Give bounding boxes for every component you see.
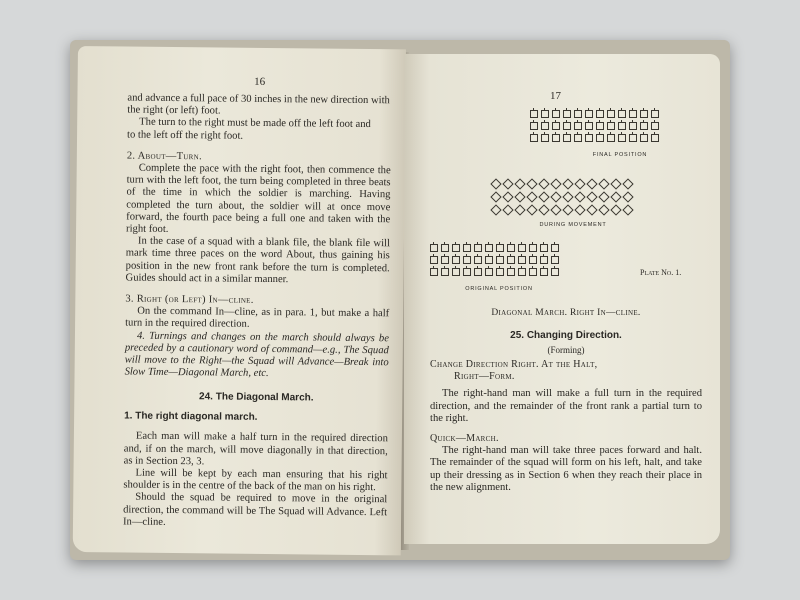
incline-paragraph: On the command In—cline, as in para. 1, but make a half turn in the required direction.	[125, 305, 390, 331]
soldier-mark	[622, 178, 633, 189]
soldier-mark	[610, 178, 621, 189]
page-number-left: 16	[254, 75, 266, 88]
plate-number: Plate No. 1.	[640, 268, 682, 277]
about-turn-paragraph: Complete the pace with the right foot, then commence the turn with the left foot, the turn being completed in three beats of the time in which the soldier is marching. Having completed the turn about, the soldier will at once move forward, the fourth pace being a full one and taken with the right foot.	[126, 162, 391, 235]
formation-diagram	[430, 108, 702, 304]
section-24-subtitle: 1. The right diagonal march.	[124, 410, 258, 424]
soldier-mark	[463, 268, 471, 276]
soldier-mark	[514, 191, 525, 202]
diagonal-paragraph-3: Should the squad be required to move in the original direction, the command will be The Squad will Advance. Left In—cline.	[122, 492, 388, 528]
soldier-mark	[562, 191, 573, 202]
soldier-mark	[550, 204, 561, 215]
soldier-mark	[540, 244, 548, 252]
blank-file-paragraph: In the case of a squad with a blank file, the blank file will mark time three paces on the word About, thus gaining his position in the new front rank before the turn is completed. Guides should act in a similar manner.	[125, 235, 391, 286]
soldier-mark	[430, 256, 438, 264]
soldier-mark	[585, 134, 593, 142]
soldier-mark	[586, 178, 597, 189]
soldier-mark	[622, 191, 633, 202]
text-line: The turn to the right must be made off the left foot and	[139, 117, 371, 131]
quick-march-paragraph: The right-hand man will take three paces forward and halt. The remainder of the squad will form on his left, halt, and take up their dressing as in Section 6 when they reach their place in the new alignment.	[430, 445, 702, 493]
soldier-mark	[574, 178, 585, 189]
soldier-mark	[514, 204, 525, 215]
soldier-mark	[507, 256, 515, 264]
soldier-mark	[526, 191, 537, 202]
soldier-mark	[598, 204, 609, 215]
soldier-mark	[485, 244, 493, 252]
quick-march-heading: Quick—March.	[430, 433, 499, 445]
soldier-mark	[550, 178, 561, 189]
soldier-mark	[574, 122, 582, 130]
soldier-mark	[598, 178, 609, 189]
soldier-mark	[540, 256, 548, 264]
left-page	[73, 46, 406, 555]
soldier-mark	[618, 122, 626, 130]
soldier-mark	[507, 244, 515, 252]
soldier-mark	[541, 110, 549, 118]
command-line-1: Change Direction Right. At the Halt,	[430, 359, 598, 370]
soldier-mark	[430, 268, 438, 276]
soldier-mark	[530, 110, 538, 118]
during-movement-grid	[492, 180, 632, 214]
soldier-mark	[474, 256, 482, 264]
soldier-mark	[463, 244, 471, 252]
soldier-mark	[585, 110, 593, 118]
soldier-mark	[463, 256, 471, 264]
soldier-mark	[430, 244, 438, 252]
soldier-mark	[563, 134, 571, 142]
soldier-mark	[640, 110, 648, 118]
soldier-mark	[562, 178, 573, 189]
soldier-mark	[607, 122, 615, 130]
soldier-mark	[452, 244, 460, 252]
during-movement-caption: DURING MOVEMENT	[539, 222, 607, 228]
soldier-mark	[502, 204, 513, 215]
soldier-mark	[441, 268, 449, 276]
soldier-mark	[563, 110, 571, 118]
soldier-mark	[629, 134, 637, 142]
soldier-mark	[502, 178, 513, 189]
soldier-mark	[526, 204, 537, 215]
section-25-title: 25. Changing Direction.	[510, 330, 622, 341]
soldier-mark	[651, 122, 659, 130]
soldier-mark	[452, 268, 460, 276]
right-page	[404, 54, 720, 544]
text-line: and advance a full pace of 30 inches in the new direction with	[127, 92, 390, 107]
soldier-mark	[541, 122, 549, 130]
soldier-mark	[529, 244, 537, 252]
soldier-mark	[518, 256, 526, 264]
soldier-mark	[474, 268, 482, 276]
soldier-mark	[629, 110, 637, 118]
soldier-mark	[441, 256, 449, 264]
about-turn-heading: 2. About—Turn.	[126, 150, 202, 163]
soldier-mark	[538, 191, 549, 202]
page-number-right: 17	[550, 90, 561, 102]
changing-direction-paragraph: The right-hand man will make a full turn in the required direction, and the remainder of the front rank a partial turn to the right.	[430, 388, 702, 424]
soldier-mark	[541, 134, 549, 142]
soldier-mark	[640, 134, 648, 142]
soldier-mark	[518, 268, 526, 276]
soldier-mark	[551, 244, 559, 252]
soldier-mark	[552, 134, 560, 142]
soldier-mark	[651, 110, 659, 118]
soldier-mark	[529, 268, 537, 276]
final-position-caption: FINAL POSITION	[592, 152, 648, 158]
soldier-mark	[596, 110, 604, 118]
soldier-mark	[629, 122, 637, 130]
soldier-mark	[607, 134, 615, 142]
soldier-mark	[574, 110, 582, 118]
soldier-mark	[586, 191, 597, 202]
soldier-mark	[596, 134, 604, 142]
text-line: the right (or left) foot.	[127, 104, 221, 117]
soldier-mark	[530, 134, 538, 142]
soldier-mark	[562, 204, 573, 215]
original-position-caption: ORIGINAL POSITION	[465, 286, 533, 292]
soldier-mark	[538, 178, 549, 189]
diagonal-paragraph-2: Line will be kept by each man ensuring that his right shoulder is in the centre of the back of the man on his right.	[123, 467, 388, 494]
soldier-mark	[574, 134, 582, 142]
soldier-mark	[529, 256, 537, 264]
soldier-mark	[586, 204, 597, 215]
final-position-grid	[530, 110, 659, 142]
original-position-grid	[430, 244, 559, 276]
soldier-mark	[550, 191, 561, 202]
soldier-mark	[518, 244, 526, 252]
soldier-mark	[563, 122, 571, 130]
soldier-mark	[618, 134, 626, 142]
soldier-mark	[485, 268, 493, 276]
soldier-mark	[502, 191, 513, 202]
section-25-subtitle: (Forming)	[547, 345, 585, 355]
soldier-mark	[496, 256, 504, 264]
soldier-mark	[490, 191, 501, 202]
soldier-mark	[640, 122, 648, 130]
soldier-mark	[496, 244, 504, 252]
soldier-mark	[526, 178, 537, 189]
soldier-mark	[452, 256, 460, 264]
soldier-mark	[530, 122, 538, 130]
soldier-mark	[540, 268, 548, 276]
soldier-mark	[651, 134, 659, 142]
soldier-mark	[607, 110, 615, 118]
soldier-mark	[618, 110, 626, 118]
soldier-mark	[490, 178, 501, 189]
soldier-mark	[585, 122, 593, 130]
section-24-title: 24. The Diagonal March.	[199, 391, 314, 404]
soldier-mark	[485, 256, 493, 264]
diagram-title: Diagonal March. Right In—cline.	[491, 308, 641, 318]
incline-heading: 3. Right (or Left) In—cline.	[125, 293, 254, 306]
turnings-paragraph: 4. Turnings and changes on the march should always be preceded by a cautionary word of command—e.g., The Squad will move to the Right—the Squad will Advance—Break into Slow Time—Diagonal March, etc.	[124, 330, 390, 380]
soldier-mark	[551, 268, 559, 276]
soldier-mark	[474, 244, 482, 252]
command-line-2: Right—Form.	[454, 371, 515, 383]
soldier-mark	[551, 256, 559, 264]
soldier-mark	[596, 122, 604, 130]
soldier-mark	[610, 191, 621, 202]
soldier-mark	[507, 268, 515, 276]
soldier-mark	[622, 204, 633, 215]
diagonal-paragraph-1: Each man will make a half turn in the required direction and, if on the march, will move diagonally in that direction, as in Section 23, 3.	[123, 431, 388, 468]
soldier-mark	[598, 191, 609, 202]
soldier-mark	[538, 204, 549, 215]
soldier-mark	[496, 268, 504, 276]
soldier-mark	[552, 110, 560, 118]
soldier-mark	[441, 244, 449, 252]
soldier-mark	[514, 178, 525, 189]
text-line: to the left off the right foot.	[127, 129, 244, 142]
soldier-mark	[610, 204, 621, 215]
soldier-mark	[552, 122, 560, 130]
soldier-mark	[490, 204, 501, 215]
soldier-mark	[574, 191, 585, 202]
soldier-mark	[574, 204, 585, 215]
